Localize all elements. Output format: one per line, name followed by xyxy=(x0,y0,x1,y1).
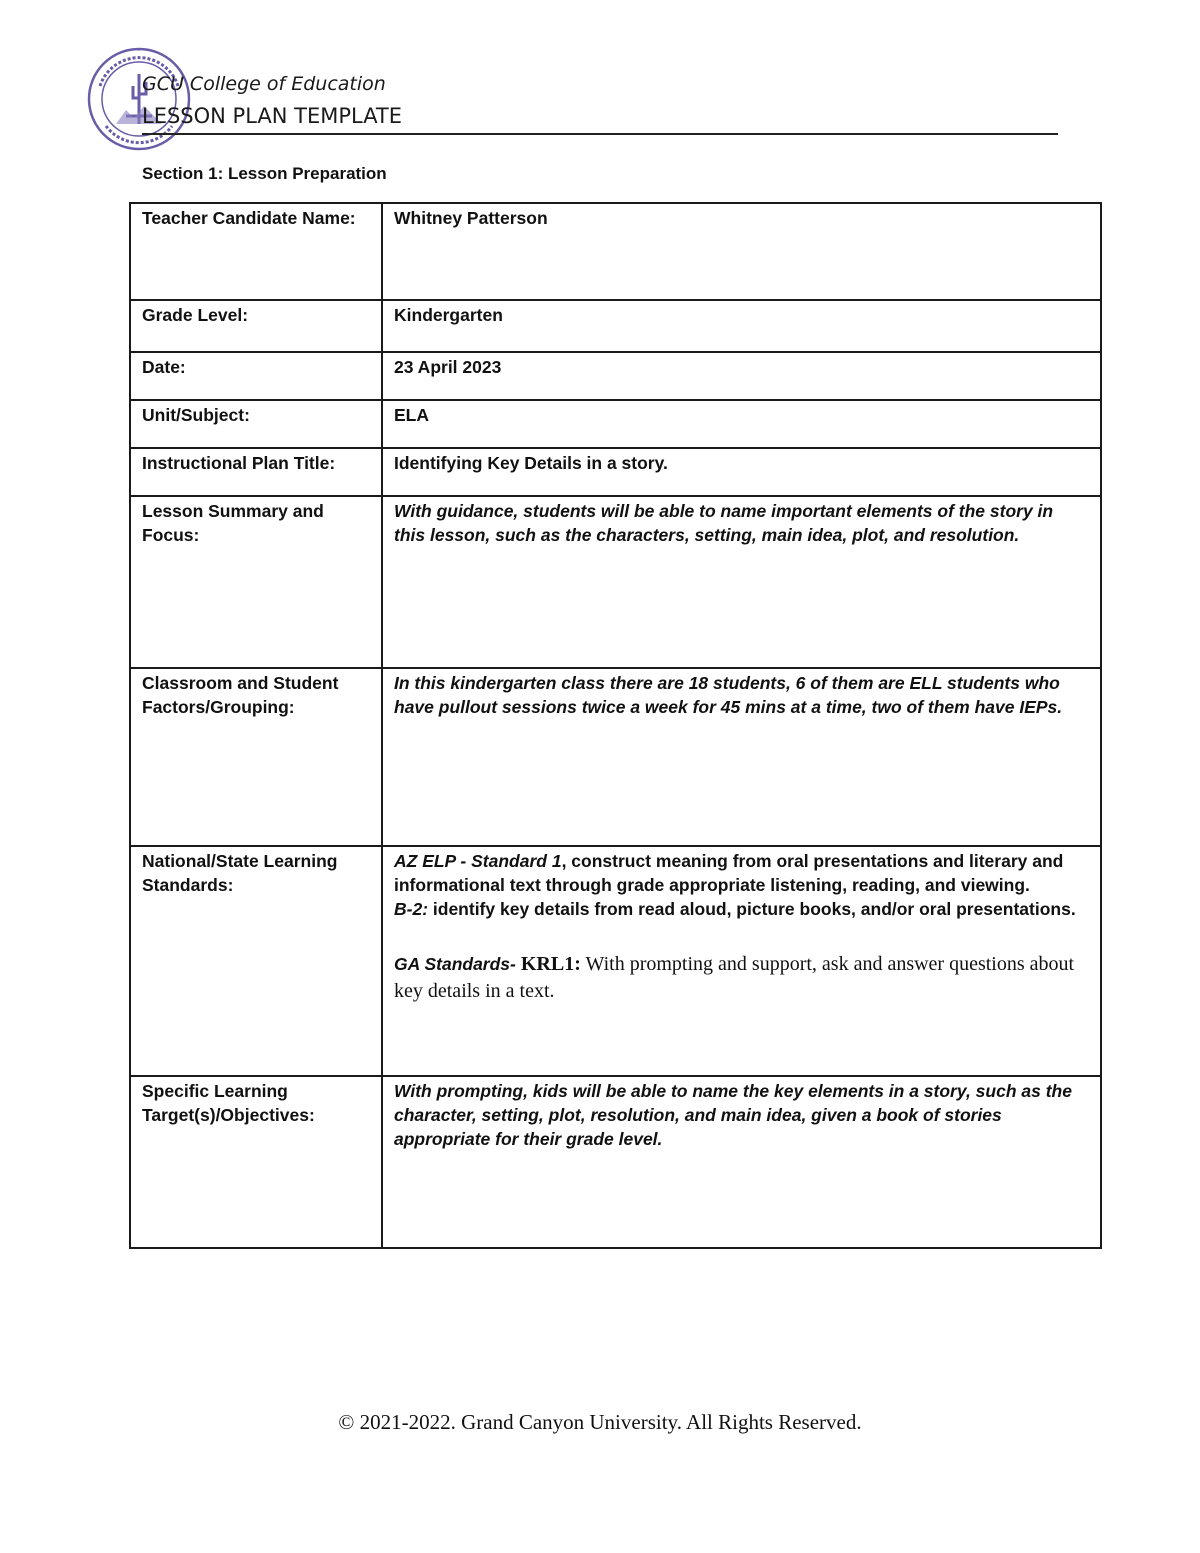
template-title: LESSON PLAN TEMPLATE xyxy=(142,104,403,128)
gcu-seal-logo xyxy=(86,46,192,152)
lesson-plan-table xyxy=(129,202,1102,1249)
table-row xyxy=(130,203,1101,300)
objectives-label: Specific Learning Target(s)/Objectives: xyxy=(130,1076,382,1248)
az-standard-end: . xyxy=(1025,875,1030,895)
section-title: Section 1: Lesson Preparation xyxy=(142,164,387,183)
grade-value: Kindergarten xyxy=(382,300,1101,352)
table-row xyxy=(130,400,1101,448)
standards-value xyxy=(382,846,1101,1076)
teacher-label: Teacher Candidate Name: xyxy=(130,203,382,300)
az-standard-label: AZ ELP - Standard 1 xyxy=(394,851,562,871)
factors-value: In this kindergarten class there are 18 students, 6 of them are ELL students who have pullout sessions twice a week for 45 mins at a time, two of them have IEPs. xyxy=(382,668,1101,846)
plan-title-value: Identifying Key Details in a story. xyxy=(382,448,1101,496)
b2-standard xyxy=(394,897,1089,921)
table-row xyxy=(130,448,1101,496)
summary-label: Lesson Summary and Focus: xyxy=(130,496,382,668)
table-row xyxy=(130,846,1101,1076)
table-row xyxy=(130,300,1101,352)
summary-value: With guidance, students will be able to name important elements of the story in this lesson, such as the characters, setting, main idea, plot, and resolution. xyxy=(382,496,1101,668)
table-row xyxy=(130,352,1101,400)
az-standard-text: , construct meaning from oral presentations and literary and informational text through grade appropriate listening, reading, and viewing xyxy=(394,851,1064,895)
date-value: 23 April 2023 xyxy=(382,352,1101,400)
table-row xyxy=(130,496,1101,668)
b2-standard-label: B-2: xyxy=(394,899,429,919)
table-row xyxy=(130,668,1101,846)
b2-standard-text: identify key details from read aloud, picture books, and/or oral presentations. xyxy=(428,899,1076,919)
ga-standard xyxy=(394,951,1089,1005)
grade-label: Grade Level: xyxy=(130,300,382,352)
plan-title-label: Instructional Plan Title: xyxy=(130,448,382,496)
unit-value: ELA xyxy=(382,400,1101,448)
ga-standard-label: GA Standards- xyxy=(394,954,516,974)
date-label: Date: xyxy=(130,352,382,400)
teacher-value: Whitney Patterson xyxy=(382,203,1101,300)
copyright-footer: © 2021-2022. Grand Canyon University. All Rights Reserved. xyxy=(338,1410,862,1434)
factors-label: Classroom and Student Factors/Grouping: xyxy=(130,668,382,846)
standards-label: National/State Learning Standards: xyxy=(130,846,382,1076)
unit-label: Unit/Subject: xyxy=(130,400,382,448)
objectives-value: With prompting, kids will be able to name the key elements in a story, such as the character, setting, plot, resolution, and main idea, given a book of stories appropriate for their grade level. xyxy=(382,1076,1101,1248)
ga-standard-text: With prompting and support, ask and answer questions about key details in a text. xyxy=(394,953,1075,1002)
table-row xyxy=(130,1076,1101,1248)
az-standard xyxy=(394,849,1089,897)
header-rule xyxy=(142,133,1058,135)
college-name: GCU College of Education xyxy=(142,73,386,95)
ga-standard-code: KRL1: xyxy=(515,953,581,975)
